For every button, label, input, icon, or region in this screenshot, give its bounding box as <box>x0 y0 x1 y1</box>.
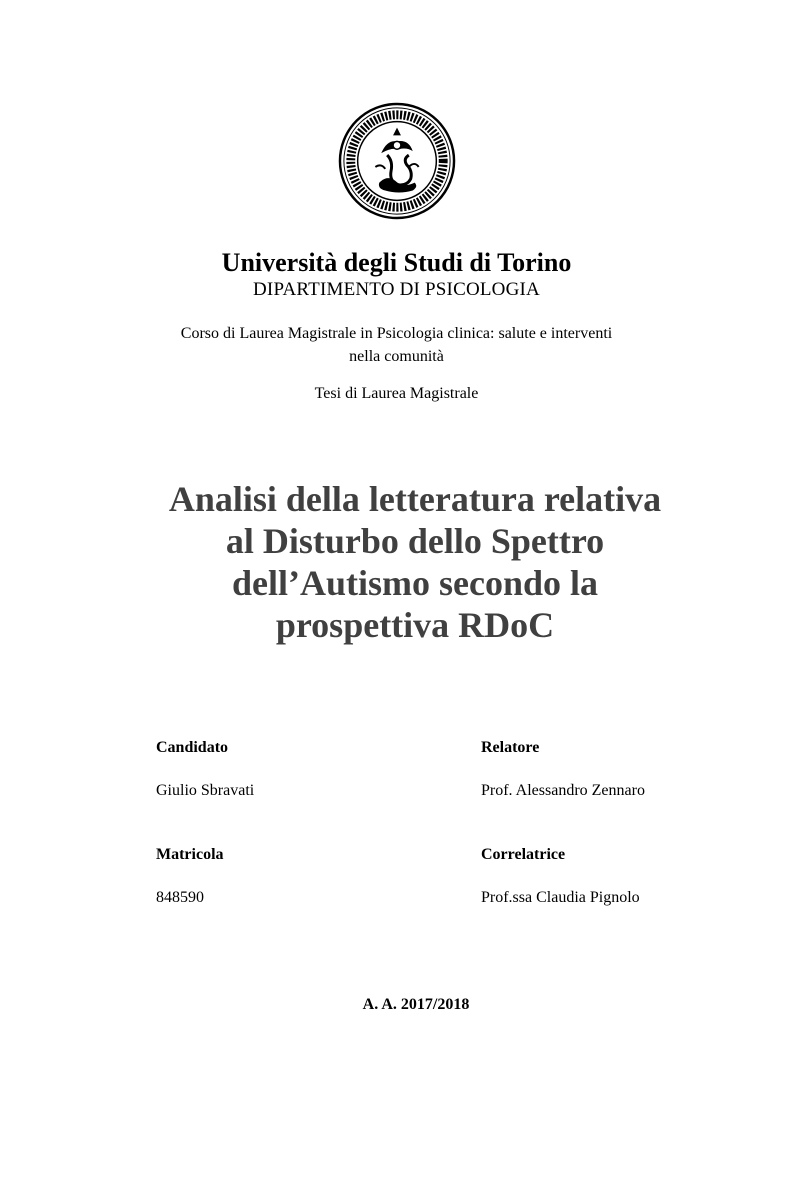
supervisor-label: Relatore <box>481 739 540 756</box>
thesis-title-line-4: prospettiva RDoC <box>275 605 555 645</box>
thesis-title-line-3: dell’Autismo secondo la <box>231 563 598 603</box>
thesis-type: Tesi di Laurea Magistrale <box>314 385 479 402</box>
cosupervisor-label: Correlatrice <box>481 846 566 863</box>
candidate-name: Giulio Sbravati <box>156 782 255 799</box>
university-name: Università degli Studi di Torino <box>221 248 572 277</box>
course-line-2: nella comunità <box>349 348 444 365</box>
supervisor-name: Prof. Alessandro Zennaro <box>481 782 645 799</box>
academic-year: A. A. 2017/2018 <box>362 996 470 1013</box>
university-seal-icon <box>338 102 456 220</box>
thesis-title <box>0 478 793 646</box>
department-name: DIPARTIMENTO DI PSICOLOGIA <box>253 279 540 300</box>
cosupervisor-name: Prof.ssa Claudia Pignolo <box>481 889 640 906</box>
thesis-title-line-2: al Disturbo dello Spettro <box>225 521 605 561</box>
thesis-title-line-1: Analisi della letteratura relativa <box>168 479 662 519</box>
matricola-value: 848590 <box>156 889 204 906</box>
matricola-label: Matricola <box>156 846 224 863</box>
course-name <box>0 322 793 368</box>
candidate-label: Candidato <box>156 739 229 756</box>
course-line-1: Corso di Laurea Magistrale in Psicologia clinica: salute e interventi <box>180 325 613 342</box>
